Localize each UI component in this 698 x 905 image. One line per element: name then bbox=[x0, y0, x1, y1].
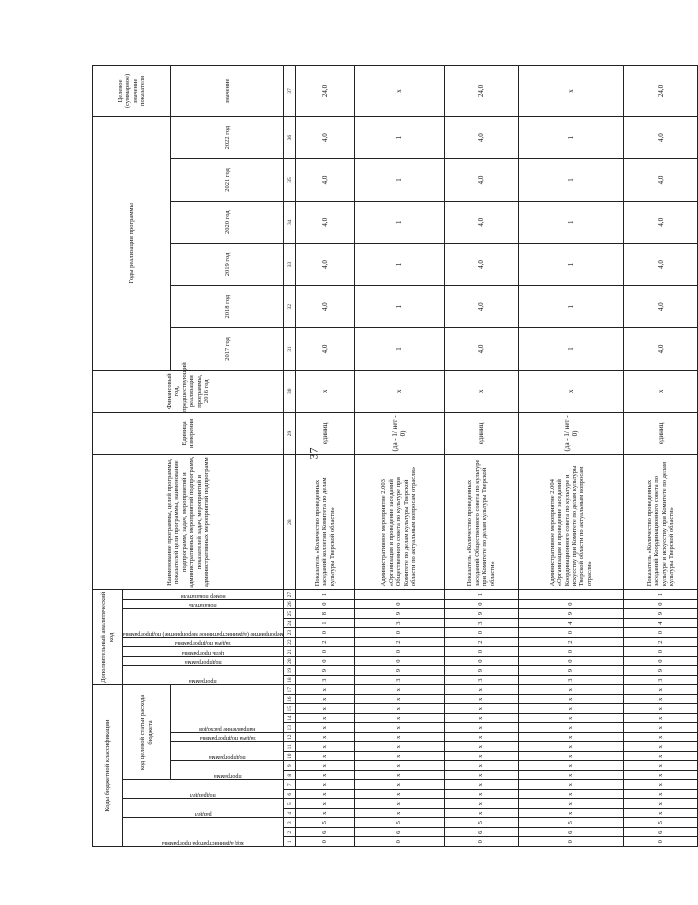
code-digit: 4 bbox=[518, 618, 624, 628]
code-digit: 5 bbox=[518, 818, 624, 828]
column-number: 32 bbox=[284, 286, 296, 328]
code-digit: x bbox=[354, 809, 444, 819]
row-year-value: 4,0 bbox=[444, 243, 518, 285]
column-number: 29 bbox=[284, 412, 296, 454]
row-year-value: 1 bbox=[354, 286, 444, 328]
target-article-header: код целевой статьи расхода бюджета bbox=[123, 685, 171, 780]
row-year-value: 1 bbox=[518, 201, 624, 243]
code-digit: x bbox=[444, 771, 518, 781]
column-number: 12 bbox=[284, 733, 296, 743]
program-table-sheet bbox=[92, 65, 676, 847]
row-year-value: 4,0 bbox=[296, 286, 354, 328]
code-digit: x bbox=[354, 714, 444, 724]
code-digit: x bbox=[518, 742, 624, 752]
column-number: 16 bbox=[284, 695, 296, 705]
row-year-value: 1 bbox=[354, 159, 444, 201]
code-digit: x bbox=[624, 752, 698, 762]
column-number: 3 bbox=[284, 818, 296, 828]
column-number: 24 bbox=[284, 618, 296, 628]
page-number: 37 bbox=[306, 447, 321, 460]
program-table bbox=[92, 65, 698, 847]
column-number: 34 bbox=[284, 201, 296, 243]
code-digit: x bbox=[296, 761, 354, 771]
a-number-header: номер показателя bbox=[180, 592, 226, 599]
code-digit: x bbox=[624, 714, 698, 724]
code-digit: x bbox=[444, 742, 518, 752]
code-digit: x bbox=[624, 780, 698, 790]
row-year-value: 4,0 bbox=[444, 286, 518, 328]
code-digit: x bbox=[296, 695, 354, 705]
code-digit: 6 bbox=[296, 828, 354, 838]
row-year-value: 4,0 bbox=[296, 117, 354, 159]
code-digit: 8 bbox=[296, 609, 354, 619]
row-total: 24,0 bbox=[444, 66, 518, 117]
code-digit: x bbox=[444, 733, 518, 743]
section-header: раздел bbox=[194, 811, 212, 818]
code-digit: 4 bbox=[624, 618, 698, 628]
code-digit: 3 bbox=[518, 675, 624, 685]
code-digit: x bbox=[354, 752, 444, 762]
row-year-value: 1 bbox=[518, 243, 624, 285]
admin-code-header: код администратора программы bbox=[162, 840, 245, 846]
code-digit: 2 bbox=[624, 637, 698, 647]
code-digit: x bbox=[296, 790, 354, 800]
code-digit: 0 bbox=[624, 628, 698, 638]
code-digit: x bbox=[296, 704, 354, 714]
code-digit: 9 bbox=[518, 609, 624, 619]
code-digit: 1 bbox=[296, 618, 354, 628]
row-year-value: 1 bbox=[354, 243, 444, 285]
row-year-value: 4,0 bbox=[296, 243, 354, 285]
code-digit: 0 bbox=[444, 628, 518, 638]
code-digit: x bbox=[624, 761, 698, 771]
code-digit: x bbox=[444, 790, 518, 800]
code-digit: x bbox=[354, 780, 444, 790]
code-digit: x bbox=[296, 714, 354, 724]
row-year-value: 1 bbox=[518, 117, 624, 159]
code-digit: 9 bbox=[624, 666, 698, 676]
row-year-value: 4,0 bbox=[624, 117, 698, 159]
row-year-value: 4,0 bbox=[296, 159, 354, 201]
code-digit: x bbox=[354, 771, 444, 781]
code-digit: 0 bbox=[518, 647, 624, 657]
column-number: 10 bbox=[284, 752, 296, 762]
column-number: 8 bbox=[284, 771, 296, 781]
code-digit: x bbox=[518, 790, 624, 800]
code-digit: 9 bbox=[354, 666, 444, 676]
column-number: 15 bbox=[284, 704, 296, 714]
column-number: 21 bbox=[284, 647, 296, 657]
row-year-value: 4,0 bbox=[624, 201, 698, 243]
year-2022-header: 2022 год bbox=[171, 117, 284, 159]
code-digit: x bbox=[518, 704, 624, 714]
code-digit: 5 bbox=[296, 818, 354, 828]
code-digit: x bbox=[296, 799, 354, 809]
row-year-value: 1 bbox=[518, 159, 624, 201]
code-digit: x bbox=[624, 704, 698, 714]
code-digit: 0 bbox=[296, 837, 354, 847]
code-digit: 5 bbox=[624, 818, 698, 828]
code-digit: x bbox=[444, 809, 518, 819]
code-digit: 9 bbox=[296, 666, 354, 676]
target-value-header: Целевое (суммарное) значение показателя bbox=[93, 66, 171, 117]
a-task-header: задача подпрограммы bbox=[175, 640, 232, 647]
column-number: 20 bbox=[284, 656, 296, 666]
row-year-value: 4,0 bbox=[444, 159, 518, 201]
code-digit: 9 bbox=[624, 609, 698, 619]
code-digit: 0 bbox=[444, 837, 518, 847]
value-header: значение bbox=[171, 66, 284, 117]
code-digit: 0 bbox=[518, 628, 624, 638]
table-row bbox=[296, 66, 354, 847]
code-digit: x bbox=[354, 704, 444, 714]
code-digit: x bbox=[354, 742, 444, 752]
row-year-value: 4,0 bbox=[624, 286, 698, 328]
code-digit: x bbox=[444, 704, 518, 714]
code-digit: x bbox=[518, 780, 624, 790]
code-digit: x bbox=[444, 723, 518, 733]
code-digit: 0 bbox=[354, 647, 444, 657]
column-number: 37 bbox=[284, 66, 296, 117]
column-number: 35 bbox=[284, 159, 296, 201]
code-digit: x bbox=[354, 761, 444, 771]
code-digit: 5 bbox=[444, 818, 518, 828]
year-2017-header: 2017 год bbox=[171, 328, 284, 370]
column-numbers-row bbox=[284, 66, 296, 847]
a-indicator-header: показатель bbox=[189, 602, 218, 609]
row-total: x bbox=[354, 66, 444, 117]
code-digit: x bbox=[624, 790, 698, 800]
column-number: 9 bbox=[284, 761, 296, 771]
table-row bbox=[444, 66, 518, 847]
code-digit: 3 bbox=[354, 675, 444, 685]
code-digit: 3 bbox=[354, 618, 444, 628]
code-digit: 3 bbox=[444, 675, 518, 685]
row-fin-year: x bbox=[444, 370, 518, 412]
code-digit: x bbox=[444, 714, 518, 724]
row-year-value: 4,0 bbox=[444, 328, 518, 370]
code-digit: x bbox=[518, 761, 624, 771]
code-digit: x bbox=[518, 695, 624, 705]
column-number: 18 bbox=[284, 675, 296, 685]
code-digit: 0 bbox=[444, 647, 518, 657]
code-digit: x bbox=[296, 809, 354, 819]
code-digit: x bbox=[354, 695, 444, 705]
code-digit: 0 bbox=[624, 599, 698, 609]
table-row bbox=[354, 66, 444, 847]
a-goal-header: цель программы bbox=[182, 649, 225, 656]
row-unit: (да - 1/ нет - 0) bbox=[354, 412, 444, 454]
row-year-value: 4,0 bbox=[444, 117, 518, 159]
column-number: 19 bbox=[284, 666, 296, 676]
code-digit: x bbox=[624, 742, 698, 752]
column-number: 28 bbox=[284, 455, 296, 590]
code-digit: x bbox=[354, 685, 444, 695]
row-year-value: 1 bbox=[518, 286, 624, 328]
code-digit: x bbox=[296, 723, 354, 733]
code-digit: 0 bbox=[624, 656, 698, 666]
code-digit: x bbox=[518, 809, 624, 819]
code-digit: 9 bbox=[444, 609, 518, 619]
code-digit: x bbox=[624, 799, 698, 809]
row-unit: единиц bbox=[444, 412, 518, 454]
column-number: 25 bbox=[284, 609, 296, 619]
year-2021-header: 2021 год bbox=[171, 159, 284, 201]
row-name: Показатель «Количество проведенных заседаний Координационного совета по культуре и искусству при Комитете по делам культуры Тверской области» bbox=[624, 455, 698, 590]
row-name: Административное мероприятие 2.003 «Организация и проведение заседаний Общественного совета по культуре при Комитете по делам культуры Тверской области по актуальным вопросам отрасли» bbox=[354, 455, 444, 590]
budget-codes-header: Коды бюджетной классификации bbox=[93, 685, 123, 847]
code-digit: 6 bbox=[624, 828, 698, 838]
code-digit: x bbox=[444, 799, 518, 809]
code-digit: 0 bbox=[444, 599, 518, 609]
column-number: 4 bbox=[284, 809, 296, 819]
code-digit: 6 bbox=[354, 828, 444, 838]
row-fin-year: x bbox=[296, 370, 354, 412]
code-digit: x bbox=[624, 723, 698, 733]
code-digit: x bbox=[518, 799, 624, 809]
code-digit: 0 bbox=[354, 837, 444, 847]
code-digit: 3 bbox=[444, 618, 518, 628]
row-unit: (да - 1/ нет - 0) bbox=[518, 412, 624, 454]
code-digit: x bbox=[444, 685, 518, 695]
fin-year-header: Финансовый год, предшествующий реализации программы, 2016 год bbox=[93, 370, 284, 412]
code-digit: 0 bbox=[624, 837, 698, 847]
column-number: 11 bbox=[284, 742, 296, 752]
code-digit: x bbox=[518, 752, 624, 762]
code-digit: x bbox=[444, 761, 518, 771]
code-digit bbox=[354, 590, 444, 600]
column-number: 13 bbox=[284, 723, 296, 733]
column-number: 7 bbox=[284, 780, 296, 790]
additional-code-header: Дополнительный аналитический код bbox=[93, 590, 123, 685]
column-number: 22 bbox=[284, 637, 296, 647]
code-digit bbox=[518, 590, 624, 600]
subsection-header: подраздел bbox=[190, 792, 217, 799]
code-digit: 1 bbox=[444, 590, 518, 600]
code-digit: x bbox=[354, 723, 444, 733]
column-number: 1 bbox=[284, 837, 296, 847]
row-year-value: 4,0 bbox=[296, 328, 354, 370]
code-digit: x bbox=[518, 771, 624, 781]
year-2019-header: 2019 год bbox=[171, 243, 284, 285]
code-digit: 9 bbox=[354, 609, 444, 619]
row-year-value: 4,0 bbox=[296, 201, 354, 243]
code-digit: x bbox=[354, 790, 444, 800]
code-digit: x bbox=[296, 771, 354, 781]
code-digit: 0 bbox=[354, 599, 444, 609]
code-digit: 0 bbox=[518, 837, 624, 847]
row-fin-year: x bbox=[518, 370, 624, 412]
name-header: Наименование программы, целей программы, показателей цели программы, наименование подпрограмм, задач, мероприятий и административных мероприятий подпрограмм, показателей задач, мероприятий и административных мероприятий подпрограмм bbox=[93, 455, 284, 590]
code-digit: x bbox=[354, 799, 444, 809]
code-digit: x bbox=[296, 733, 354, 743]
code-digit: 0 bbox=[354, 656, 444, 666]
code-digit: x bbox=[624, 733, 698, 743]
code-digit: 6 bbox=[518, 828, 624, 838]
row-year-value: 4,0 bbox=[624, 328, 698, 370]
code-digit: x bbox=[354, 733, 444, 743]
column-number: 33 bbox=[284, 243, 296, 285]
table-row bbox=[624, 66, 698, 847]
code-digit: x bbox=[444, 780, 518, 790]
code-digit: x bbox=[518, 733, 624, 743]
code-digit: 0 bbox=[518, 599, 624, 609]
column-number: 17 bbox=[284, 685, 296, 695]
row-fin-year: x bbox=[354, 370, 444, 412]
row-name: Показатель «Количество проведенных заседаний коллегии Комитета по делам культуры Тверской области» bbox=[296, 455, 354, 590]
code-digit: 0 bbox=[296, 628, 354, 638]
direction-header: задача подпрограммы bbox=[199, 735, 256, 742]
code-digit: 0 bbox=[624, 647, 698, 657]
code-digit: x bbox=[444, 752, 518, 762]
code-digit: 2 bbox=[296, 637, 354, 647]
row-fin-year: x bbox=[624, 370, 698, 412]
code-digit: 1 bbox=[624, 590, 698, 600]
code-digit: x bbox=[518, 714, 624, 724]
row-year-value: 1 bbox=[354, 117, 444, 159]
code-digit: 0 bbox=[296, 647, 354, 657]
code-digit: 2 bbox=[518, 637, 624, 647]
code-digit: 3 bbox=[624, 675, 698, 685]
column-number: 31 bbox=[284, 328, 296, 370]
column-number: 2 bbox=[284, 828, 296, 838]
subprogram-header: подпрограмма bbox=[209, 754, 246, 761]
code-digit: 0 bbox=[518, 656, 624, 666]
program-header: программа bbox=[213, 773, 242, 780]
code-digit: x bbox=[296, 780, 354, 790]
column-number: 26 bbox=[284, 599, 296, 609]
row-total: 24,0 bbox=[624, 66, 698, 117]
column-number: 36 bbox=[284, 117, 296, 159]
code-digit: x bbox=[296, 685, 354, 695]
code-digit: 5 bbox=[354, 818, 444, 828]
code-digit: x bbox=[296, 742, 354, 752]
code-digit: 2 bbox=[354, 637, 444, 647]
year-2018-header: 2018 год bbox=[171, 286, 284, 328]
row-total: x bbox=[518, 66, 624, 117]
row-name: Показатель «Количество проведенных заседаний Общественного совета по культуре при Комитете по делам культуры Тверской области» bbox=[444, 455, 518, 590]
code-digit: 0 bbox=[296, 656, 354, 666]
row-unit: единиц bbox=[624, 412, 698, 454]
code-digit: 9 bbox=[518, 666, 624, 676]
column-number: 23 bbox=[284, 628, 296, 638]
code-digit: x bbox=[518, 723, 624, 733]
code-digit: 9 bbox=[444, 666, 518, 676]
code-digit: x bbox=[624, 695, 698, 705]
row-name: Административное мероприятие 2.004 «Организация и проведение заседаний Координационного совета по культуре и искусству при Комитете по делам культуры Тверской области по актуальным вопросам отрасли» bbox=[518, 455, 624, 590]
code-digit: 6 bbox=[444, 828, 518, 838]
years-header: Годы реализации программы bbox=[93, 117, 171, 371]
row-year-value: 4,0 bbox=[624, 243, 698, 285]
code-digit: 0 bbox=[444, 656, 518, 666]
expense-direction-header: направление расходов bbox=[199, 726, 256, 732]
row-unit: единиц bbox=[296, 412, 354, 454]
year-2020-header: 2020 год bbox=[171, 201, 284, 243]
column-number: 5 bbox=[284, 799, 296, 809]
code-digit: 0 bbox=[354, 628, 444, 638]
column-number: 6 bbox=[284, 790, 296, 800]
column-number: 14 bbox=[284, 714, 296, 724]
code-digit: 2 bbox=[444, 637, 518, 647]
a-measure-header: мероприятие (административное мероприятие) подпрограммы bbox=[123, 630, 284, 637]
table-row bbox=[518, 66, 624, 847]
row-year-value: 4,0 bbox=[624, 159, 698, 201]
unit-header: Единица измерения bbox=[93, 412, 284, 454]
a-subprogram-header: подпрограмма bbox=[184, 659, 222, 666]
row-year-value: 1 bbox=[354, 201, 444, 243]
a-program-header: программа bbox=[189, 678, 217, 685]
row-year-value: 1 bbox=[354, 328, 444, 370]
code-digit: 0 bbox=[296, 599, 354, 609]
column-number: 27 bbox=[284, 590, 296, 600]
code-digit: x bbox=[444, 695, 518, 705]
row-year-value: 4,0 bbox=[444, 201, 518, 243]
row-total: 24,0 bbox=[296, 66, 354, 117]
code-digit: 3 bbox=[296, 675, 354, 685]
code-digit: x bbox=[296, 752, 354, 762]
code-digit: x bbox=[624, 771, 698, 781]
column-number: 30 bbox=[284, 370, 296, 412]
row-year-value: 1 bbox=[518, 328, 624, 370]
code-digit: x bbox=[624, 809, 698, 819]
code-digit: 1 bbox=[296, 590, 354, 600]
code-digit: x bbox=[624, 685, 698, 695]
code-digit: x bbox=[518, 685, 624, 695]
